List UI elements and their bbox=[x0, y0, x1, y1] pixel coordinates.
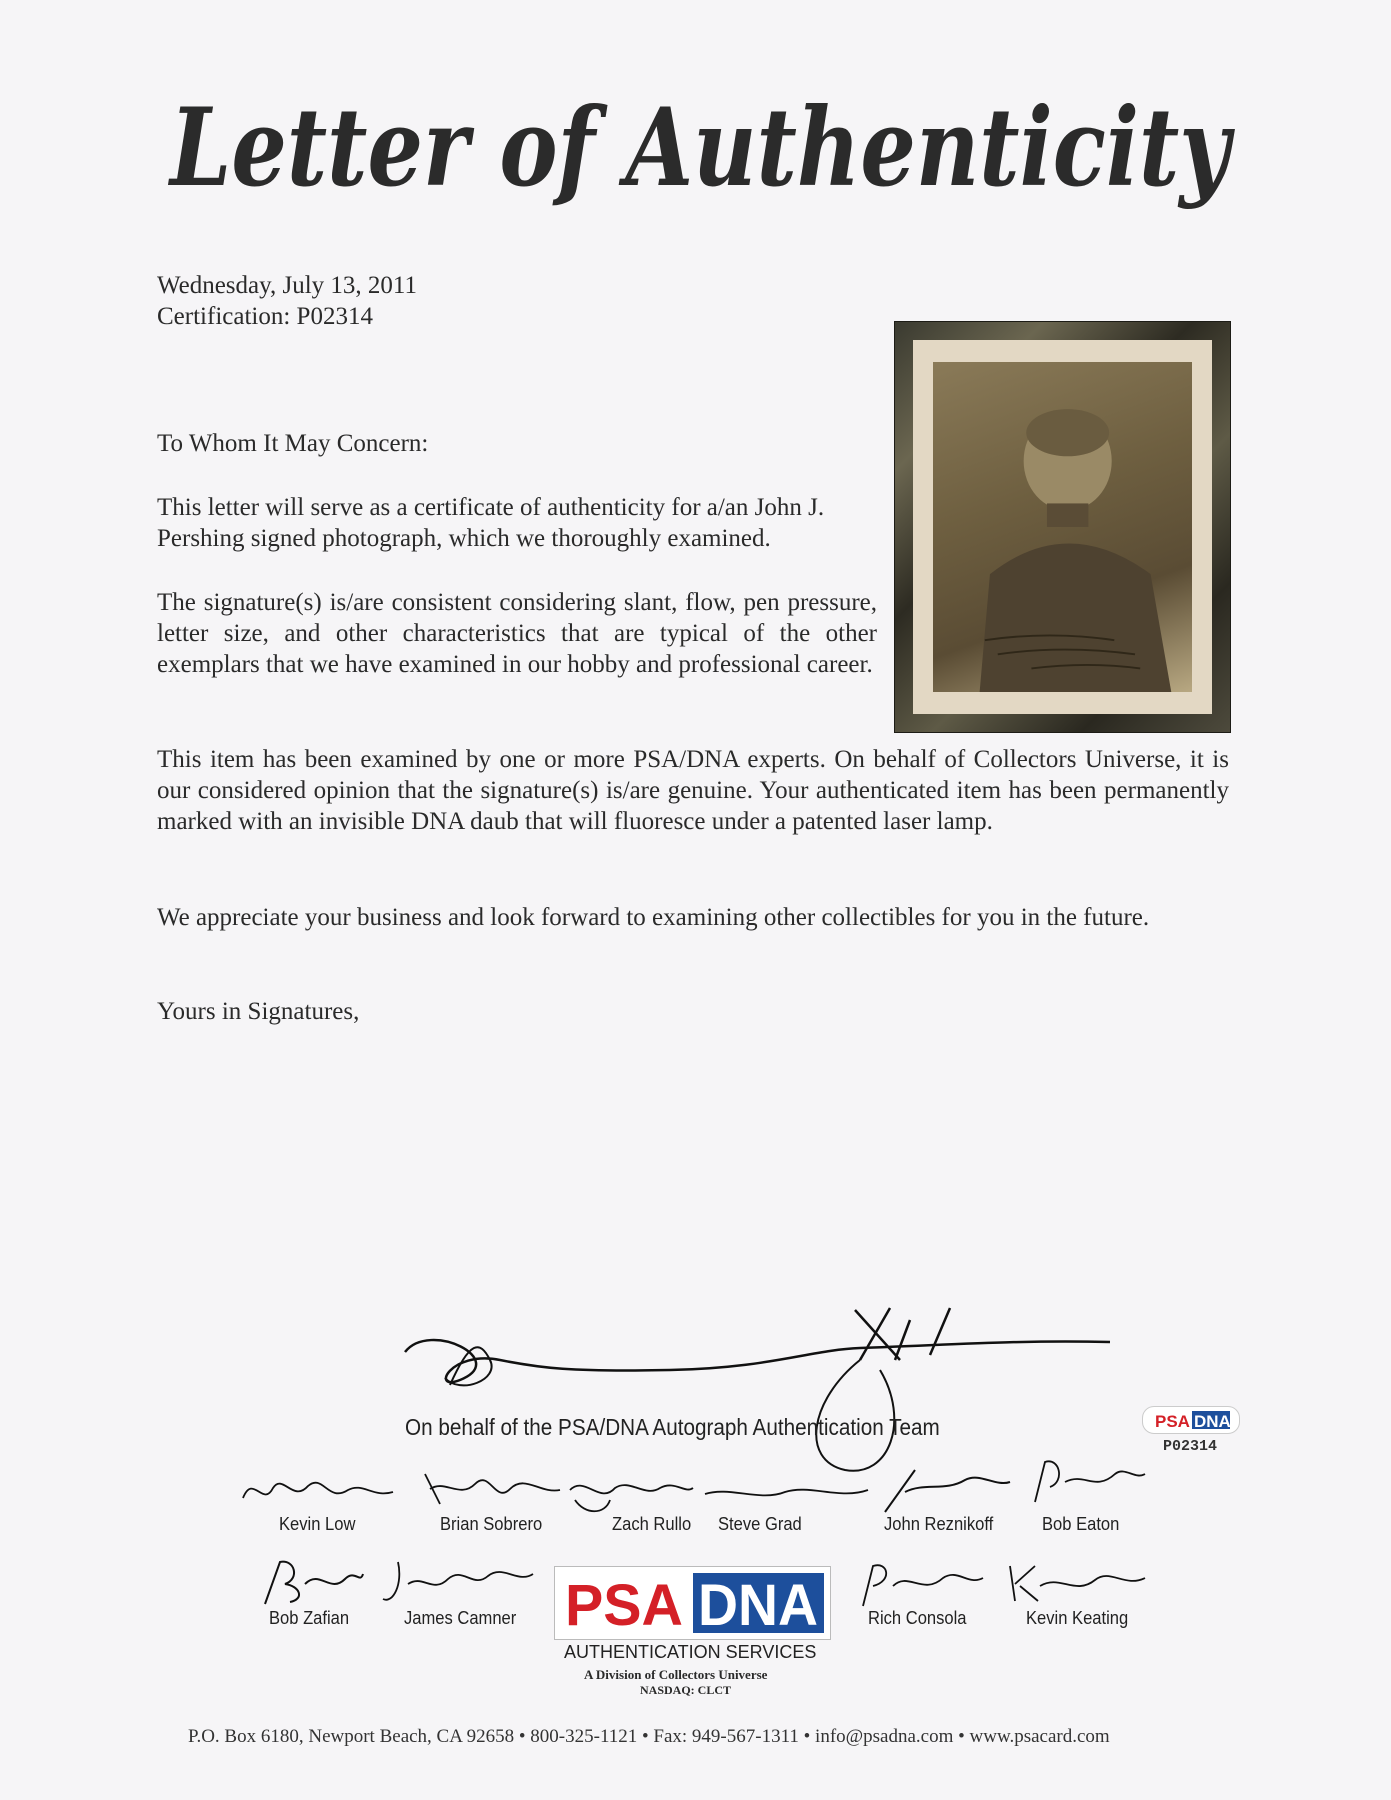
signer-name: Steve Grad bbox=[718, 1514, 802, 1534]
signature-zach-rullo bbox=[565, 1470, 695, 1520]
signature-bob-zafian bbox=[255, 1554, 365, 1610]
signature-john-reznikoff bbox=[865, 1462, 1015, 1518]
signature-bob-eaton bbox=[1015, 1452, 1150, 1512]
authentication-services: AUTHENTICATION SERVICES bbox=[564, 1642, 817, 1662]
signer-name: Kevin Low bbox=[279, 1514, 356, 1534]
footer-contact: P.O. Box 6180, Newport Beach, CA 92658 • 800-325-1121 • Fax: 949-567-1311 • info@psadna.com • www.psacard.com bbox=[188, 1726, 1110, 1747]
letter-date: Wednesday, July 13, 2011 bbox=[157, 272, 417, 299]
letter-title bbox=[160, 60, 1240, 230]
psa-dna-logo bbox=[554, 1566, 831, 1640]
greeting: To Whom It May Concern: bbox=[157, 430, 429, 457]
svg-text:DNA: DNA bbox=[1194, 1412, 1231, 1431]
paragraph-1: This letter will serve as a certificate of authenticity for a/an John J. Pershing signed photograph, which we thoroughly examined. bbox=[157, 494, 825, 552]
letter-meta bbox=[157, 270, 417, 332]
signer-name: Bob Zafian bbox=[269, 1608, 350, 1628]
cert-badge bbox=[1138, 1400, 1242, 1464]
badge-cert-number: P02314 bbox=[1162, 1438, 1217, 1455]
division-line: A Division of Collectors Universe bbox=[584, 1667, 768, 1682]
paragraph-3: This item has been examined by one or more PSA/DNA experts. On behalf of Collectors Universe, it is our considered opinion that the signature(s) is/are genuine. Your authenticated item has been permanently marked with an invisible DNA daub that will fluoresce under a patented laser lamp. bbox=[157, 746, 1229, 835]
photo-mat bbox=[913, 340, 1212, 714]
portrait-photo bbox=[933, 362, 1192, 692]
svg-text:PSA: PSA bbox=[1155, 1412, 1190, 1431]
signature-kevin-low bbox=[238, 1468, 398, 1516]
signer-name: Bob Eaton bbox=[1042, 1514, 1120, 1534]
signer-name: Zach Rullo bbox=[612, 1514, 692, 1534]
signer-name: Kevin Keating bbox=[1026, 1608, 1129, 1628]
nasdaq-line: NASDAQ: CLCT bbox=[640, 1683, 732, 1697]
paragraph-2: The signature(s) is/are consistent considering slant, flow, pen pressure, letter size, and other characteristics that are typical of the other exemplars that we have examined in our hobby and professional career. bbox=[157, 589, 877, 678]
framed-photograph bbox=[895, 322, 1230, 732]
team-line: On behalf of the PSA/DNA Autograph Authentication Team bbox=[405, 1414, 940, 1440]
certification-number: Certification: P02314 bbox=[157, 303, 373, 330]
signer-name: James Camner bbox=[404, 1608, 517, 1628]
signature-brian-sobrero bbox=[415, 1464, 565, 1516]
signer-name: Brian Sobrero bbox=[440, 1514, 543, 1534]
signature-james-camner bbox=[378, 1554, 538, 1610]
logo-left-text: PSA bbox=[565, 1573, 683, 1638]
mini-psa-dna-logo bbox=[1142, 1406, 1240, 1434]
signature-steve-grad bbox=[700, 1476, 870, 1512]
signer-name: Rich Consola bbox=[868, 1608, 967, 1628]
signature-rich-consola bbox=[848, 1556, 988, 1610]
logo-right-text: DNA bbox=[698, 1573, 818, 1638]
closing: Yours in Signatures, bbox=[157, 998, 360, 1025]
paragraph-4: We appreciate your business and look forward to examining other collectibles for you in the future. bbox=[157, 904, 1150, 931]
title-text: Letter of Authenticity bbox=[167, 85, 1236, 211]
signature-kevin-keating bbox=[1000, 1556, 1150, 1610]
signer-name: John Reznikoff bbox=[884, 1514, 994, 1534]
